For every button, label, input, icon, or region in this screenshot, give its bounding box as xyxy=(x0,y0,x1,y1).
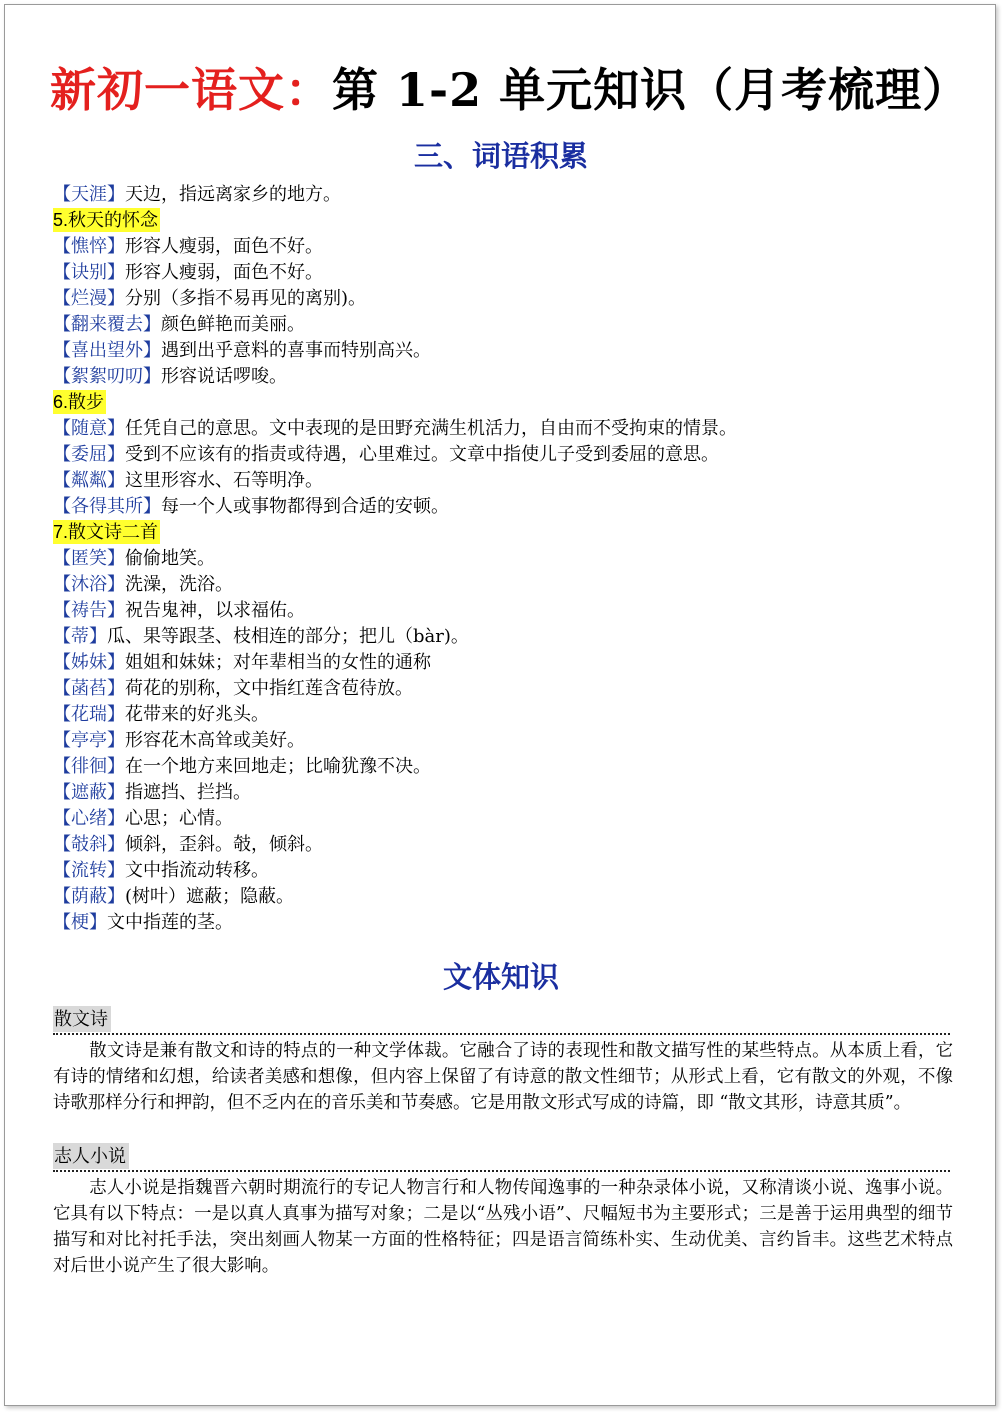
vocab-definition: 在一个地方来回地走；比喻犹豫不决。 xyxy=(125,756,431,777)
vocab-definition: 洗澡，洗浴。 xyxy=(125,574,233,595)
vocab-definition: 倾斜，歪斜。攲，倾斜。 xyxy=(125,834,323,855)
vocab-term: 【烂漫】 xyxy=(53,288,125,309)
vocab-term: 【姊妹】 xyxy=(53,652,125,673)
vocab-entry xyxy=(53,416,953,442)
vocab-term: 【流转】 xyxy=(53,860,125,881)
lesson-heading-label: 6.散步 xyxy=(53,392,105,412)
vocab-term: 【委屈】 xyxy=(53,444,125,465)
vocab-definition: 形容人瘦弱，面色不好。 xyxy=(125,262,323,283)
page-title xyxy=(50,58,970,122)
vocab-entry xyxy=(53,312,953,338)
vocab-definition: 姐姐和妹妹；对年辈相当的女性的通称 xyxy=(125,652,431,673)
vocab-term: 【粼粼】 xyxy=(53,470,125,491)
dotted-divider xyxy=(53,1170,950,1172)
vocab-definition: 这里形容水、石等明净。 xyxy=(125,470,323,491)
vocab-term: 【蒂】 xyxy=(53,626,107,647)
vocab-term: 【匿笑】 xyxy=(53,548,125,569)
vocab-entry xyxy=(53,884,953,910)
vocab-term: 【天涯】 xyxy=(53,184,125,205)
vocab-entry xyxy=(53,598,953,624)
dotted-divider xyxy=(53,1033,950,1035)
vocab-definition: 花带来的好兆头。 xyxy=(125,704,269,725)
vocab-entry xyxy=(53,338,953,364)
vocab-entry xyxy=(53,572,953,598)
vocab-definition: 文中指流动转移。 xyxy=(125,860,269,881)
vocab-term: 【遮蔽】 xyxy=(53,782,125,803)
vocab-definition: 遇到出乎意料的喜事而特别高兴。 xyxy=(161,340,431,361)
vocab-term: 【心绪】 xyxy=(53,808,125,829)
genre-paragraph-zhiren-novel xyxy=(53,1175,953,1279)
vocab-definition: (树叶）遮蔽；隐蔽。 xyxy=(125,886,295,907)
vocab-entry xyxy=(53,728,953,754)
vocab-term: 【荫蔽】 xyxy=(53,886,125,907)
vocab-term: 【攲斜】 xyxy=(53,834,125,855)
vocab-term: 【梗】 xyxy=(53,912,107,933)
vocab-definition: 荷花的别称，文中指红莲含苞待放。 xyxy=(125,678,413,699)
title-prefix: 新初一语文： xyxy=(50,63,332,117)
vocab-definition: 形容说话啰唆。 xyxy=(161,366,287,387)
vocab-term: 【徘徊】 xyxy=(53,756,125,777)
vocab-term: 【菡萏】 xyxy=(53,678,125,699)
vocab-definition: 形容人瘦弱，面色不好。 xyxy=(125,236,323,257)
genre-heading-zhiren-novel: 志人小说 xyxy=(53,1143,129,1169)
vocab-entry xyxy=(53,702,953,728)
vocab-term: 【憔悴】 xyxy=(53,236,125,257)
vocab-term: 【沐浴】 xyxy=(53,574,125,595)
vocab-definition: 指遮挡、拦挡。 xyxy=(125,782,251,803)
vocab-definition: 天边，指远离家乡的地方。 xyxy=(125,184,341,205)
lesson-heading-label: 7.散文诗二首 xyxy=(53,522,159,542)
lesson-heading xyxy=(53,390,953,416)
paragraph-text: 散文诗是兼有散文和诗的特点的一种文学体裁。它融合了诗的表现性和散文描写性的某些特点。从本质上看，它有诗的情绪和幻想，给读者美感和想像，但内容上保留了有诗意的散文性细节；从形式上看，它有散文的外观，不像诗歌那样分行和押韵，但不乏内在的音乐美和节奏感。它是用散文形式写成的诗篇，即 “散文其形，诗意其质”。 xyxy=(53,1041,953,1113)
vocabulary-list xyxy=(53,182,953,936)
vocab-term: 【亭亭】 xyxy=(53,730,125,751)
lesson-heading xyxy=(53,520,953,546)
section-title-vocabulary: 三、词语积累 xyxy=(413,139,588,173)
vocab-entry xyxy=(53,234,953,260)
vocab-entry xyxy=(53,364,953,390)
vocab-entry xyxy=(53,780,953,806)
lesson-heading-label: 5.秋天的怀念 xyxy=(53,210,159,230)
vocab-term: 【絮絮叨叨】 xyxy=(53,366,161,387)
vocab-term: 【祷告】 xyxy=(53,600,125,621)
vocab-entry xyxy=(53,676,953,702)
title-main: 第 1-2 单元知识（月考梳理） xyxy=(332,63,970,117)
vocab-definition: 形容花木高耸或美好。 xyxy=(125,730,305,751)
vocab-term: 【随意】 xyxy=(53,418,125,439)
lesson-heading xyxy=(53,208,953,234)
vocab-entry xyxy=(53,832,953,858)
vocab-entry xyxy=(53,260,953,286)
vocab-entry xyxy=(53,806,953,832)
vocab-term: 【各得其所】 xyxy=(53,496,161,517)
vocab-definition: 每一个人或事物都得到合适的安顿。 xyxy=(161,496,449,517)
paragraph-text: 志人小说是指魏晋六朝时期流行的专记人物言行和人物传闻逸事的一种杂录体小说，又称清谈小说、逸事小说。它具有以下特点：一是以真人真事为描写对象；二是以“丛残小语”、尺幅短书为主要形式；三是善于运用典型的细节描写和对比衬托手法，突出刻画人物某一方面的性格特征；四是语言简练朴实、生动优美、言约旨丰。这些艺术特点对后世小说产生了很大影响。 xyxy=(53,1178,953,1276)
vocab-entry xyxy=(53,650,953,676)
vocab-entry xyxy=(53,494,953,520)
vocab-definition: 偷偷地笑。 xyxy=(125,548,215,569)
vocab-definition: 瓜、果等跟茎、枝相连的部分；把儿（bàr)。 xyxy=(107,626,469,647)
vocab-entry xyxy=(53,858,953,884)
vocab-entry xyxy=(53,910,953,936)
vocab-definition: 受到不应该有的指责或待遇，心里难过。文章中指使儿子受到委屈的意思。 xyxy=(125,444,719,465)
vocab-definition: 心思；心情。 xyxy=(125,808,233,829)
vocab-term: 【翻来覆去】 xyxy=(53,314,161,335)
vocab-definition: 分别（多指不易再见的离别)。 xyxy=(125,288,367,309)
vocab-definition: 任凭自己的意思。文中表现的是田野充满生机活力，自由而不受拘束的情景。 xyxy=(125,418,737,439)
vocab-definition: 颜色鲜艳而美丽。 xyxy=(161,314,305,335)
vocab-entry xyxy=(53,624,953,650)
vocab-entry xyxy=(53,442,953,468)
vocab-entry xyxy=(53,468,953,494)
vocab-entry xyxy=(53,754,953,780)
genre-heading-prose-poem: 散文诗 xyxy=(53,1006,111,1032)
vocab-term: 【喜出望外】 xyxy=(53,340,161,361)
vocab-entry xyxy=(53,286,953,312)
vocab-entry xyxy=(53,546,953,572)
vocab-definition: 祝告鬼神，以求福佑。 xyxy=(125,600,305,621)
vocab-term: 【诀别】 xyxy=(53,262,125,283)
genre-paragraph-prose-poem xyxy=(53,1038,953,1116)
vocab-term: 【花瑞】 xyxy=(53,704,125,725)
vocab-definition: 文中指莲的茎。 xyxy=(107,912,233,933)
vocab-entry xyxy=(53,182,953,208)
section-title-genre: 文体知识 xyxy=(442,960,559,994)
